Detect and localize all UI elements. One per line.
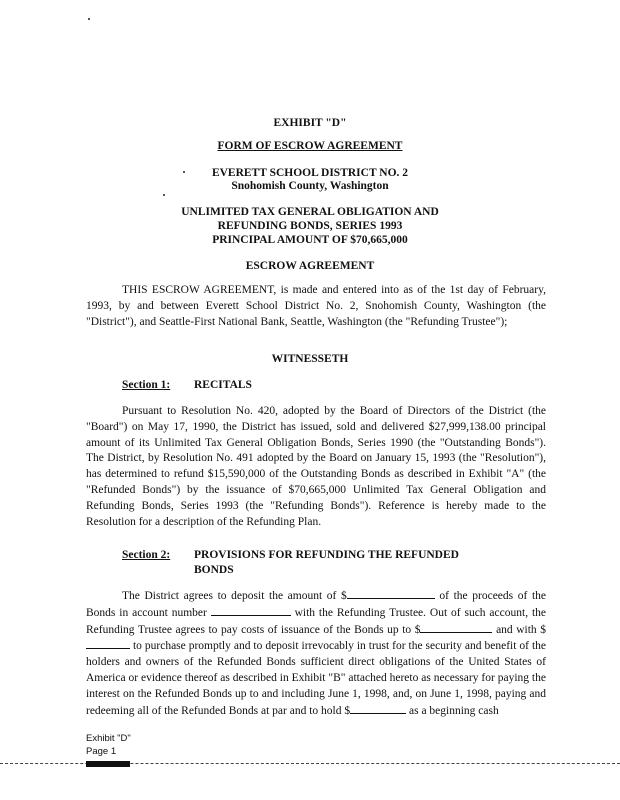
account-number-blank — [211, 605, 291, 616]
section2-body — [86, 588, 546, 719]
bond-title-line2: REFUNDING BONDS, SERIES 1993 — [217, 220, 403, 232]
district-location: Snohomish County, Washington — [231, 180, 389, 192]
section1-body: Pursuant to Resolution No. 420, adopted by the Board of Directors of the District (the "Board") on May 17, 1990, the District has issued, sold and delivered $27,999,138.00 principal amount of its Unlimited Tax General Obligation Bonds, Series 1990 (the "Outstanding Bonds"). The District, by Resolution No. 491 adopted by the Board on January 15, 1993 (the "Resolution"), has determined to refund $15,590,000 of the Outstanding Bonds as described in Exhibit "A" (the "Refunded Bonds") by the issuance of $70,665,000 Unlimited Tax General Obligation and Refunding Bonds, Series 1993 (the "Refunding Bonds"). Reference is hereby made to the Resolution for a description of the Refunding Plan. — [86, 405, 546, 528]
section2-number: Section 2: — [122, 549, 171, 561]
footer-bar — [86, 761, 130, 767]
scan-speck — [163, 194, 165, 196]
section2-text-a: The District agrees to deposit the amount of $ — [122, 590, 347, 602]
section2-title — [194, 548, 459, 578]
witnesseth-heading: WITNESSETH — [271, 353, 349, 365]
section1-number: Section 1: — [122, 379, 171, 391]
bond-title-line1: UNLIMITED TAX GENERAL OBLIGATION AND — [181, 206, 439, 218]
section2-text-b: of the proceeds of the Bonds in account number — [86, 590, 547, 619]
section1-title: RECITALS — [194, 379, 252, 391]
section1-heading — [122, 378, 252, 393]
page-footer — [86, 732, 131, 758]
section2-heading — [122, 548, 459, 578]
footer-page-number: Page 1 — [86, 746, 117, 757]
scan-speck — [88, 18, 90, 20]
district-name: EVERETT SCHOOL DISTRICT NO. 2 — [211, 167, 409, 179]
section2-text-c: with the Refunding Trustee. Out of such account, the Refunding Trustee agrees to pay costs of issuance of the Bonds up to $ — [86, 606, 546, 636]
section2-title-line1: PROVISIONS FOR REFUNDING THE REFUNDED — [194, 549, 459, 561]
principal-amount: PRINCIPAL AMOUNT OF $70,665,000 — [212, 234, 408, 246]
footer-exhibit-label: Exhibit "D" — [86, 733, 131, 744]
section2-text-e: to purchase promptly and to deposit irrevocably in trust for the security and benefit of the holders and owners of the Refunded Bonds sufficient direct obligations of the United States of America or evidence thereof as described in Exhibit "B" attached hereto as necessary for paying the interest on the Refunded Bonds up to and including June 1, 1998, and, on June 1, 1998, paying and redeeming all of the Refunded Bonds at par and to hold $ — [86, 640, 546, 717]
form-title-text: FORM OF ESCROW AGREEMENT — [217, 140, 403, 152]
form-title — [0, 139, 620, 153]
purchase-amount-blank — [86, 638, 130, 649]
deposit-amount-blank — [347, 588, 435, 599]
section2-text-d: and with $ — [496, 623, 546, 636]
beginning-cash-blank — [350, 703, 406, 714]
agreement-heading: ESCROW AGREEMENT — [245, 260, 375, 272]
intro-paragraph: THIS ESCROW AGREEMENT, is made and entered into as of the 1st day of February, 1993, by and between Everett School District No. 2, Snohomish County, Washington (the "District"), and Seattle-First National Bank, Seattle, Washington (the "Refunding Trustee"); — [86, 284, 546, 328]
issuance-costs-blank — [420, 622, 492, 633]
exhibit-title: EXHIBIT "D" — [273, 117, 347, 129]
section2-text-f: as a beginning cash — [409, 704, 499, 717]
section2-title-line2: BONDS — [194, 564, 234, 576]
